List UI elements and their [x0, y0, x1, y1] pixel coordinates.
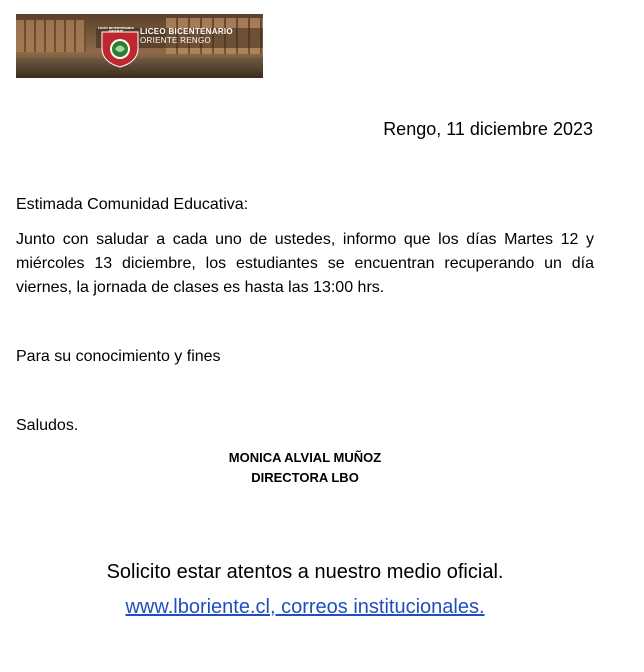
school-building-image-left	[16, 20, 86, 52]
letter-date: Rengo, 11 diciembre 2023	[383, 119, 593, 139]
letter-body: Junto con saludar a cada uno de ustedes, informo que los días Martes 12 y miércoles 13 diciembre, los estudiantes se encuentran recuperando un día viernes, la jornada de clases es hasta las 13:00 hrs.	[16, 231, 594, 296]
header-banner	[16, 14, 263, 78]
letter-greeting: Estimada Comunidad Educativa:	[16, 196, 249, 213]
letter-farewell: Saludos.	[16, 417, 79, 434]
school-name-line2: ORIENTE RENGO	[140, 36, 212, 45]
signature-name: MONICA ALVIAL MUÑOZ	[228, 450, 382, 465]
letter-closing: Para su conocimiento y fines	[16, 348, 221, 365]
footer-notice: Solicito estar atentos a nuestro medio oficial.	[106, 561, 504, 583]
school-name	[140, 27, 233, 45]
crest-caption: LICEO BICENTENARIO ORIENTE	[98, 26, 134, 33]
official-website-link[interactable]: www.lboriente.cl, correos institucionales.	[125, 596, 485, 618]
signature-role: DIRECTORA LBO	[251, 470, 359, 485]
school-name-line1: LICEO BICENTENARIO	[140, 27, 233, 36]
